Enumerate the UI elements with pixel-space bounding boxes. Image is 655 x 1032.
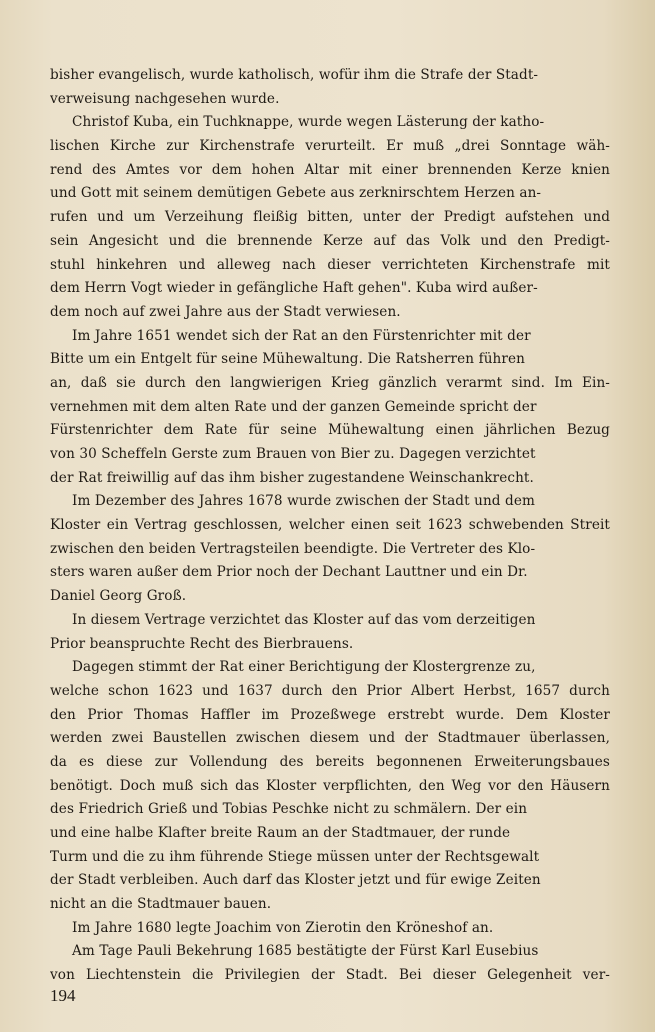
text-line: Turm und die zu ihm führende Stiege müssen unter der Rechtsgewalt <box>50 848 540 865</box>
text-line: Bitte um ein Entgelt für seine Mühewaltung. Die Ratsherren führen <box>50 351 526 368</box>
text-line: Im Jahre 1680 legte Joachim von Zierotin den Kröneshof an. <box>72 919 494 936</box>
text-line: Im Jahre 1651 wendet sich der Rat an den Fürstenrichter mit der <box>72 327 531 344</box>
text-line: da es diese zur Vollendung des bereits begonnenen Erweiterungsbaues <box>50 753 610 770</box>
text-line: an, daß sie durch den langwierigen Krieg gänzlich verarmt sind. Im Ein- <box>50 374 610 391</box>
text-line: sters waren außer dem Prior noch der Dechant Lauttner und ein Dr. <box>50 564 528 581</box>
text-line: rufen und um Verzeihung fleißig bitten, unter der Predigt aufstehen und <box>50 209 610 226</box>
text-line: den Prior Thomas Haffler im Prozeßwege erstrebt wurde. Dem Kloster <box>50 706 610 723</box>
text-line: dem noch auf zwei Jahre aus der Stadt verwiesen. <box>50 303 401 320</box>
text-line: Dagegen stimmt der Rat einer Berichtigung der Klostergrenze zu, <box>72 659 536 676</box>
text-line: vernehmen mit dem alten Rate und der ganzen Gemeinde spricht der <box>50 398 537 415</box>
text-line: In diesem Vertrage verzichtet das Kloster auf das vom derzeitigen <box>72 611 536 628</box>
text-line: benötigt. Doch muß sich das Kloster verpflichten, den Weg vor den Häusern <box>50 777 610 794</box>
text-line: des Friedrich Grieß und Tobias Peschke nicht zu schmälern. Der ein <box>50 801 528 818</box>
text-line: werden zwei Baustellen zwischen diesem und der Stadtmauer überlassen, <box>50 730 610 747</box>
text-line: rend des Amtes vor dem hohen Altar mit einer brennenden Kerze knien <box>50 161 610 178</box>
text-line: stuhl hinkehren und alleweg nach dieser verrichteten Kirchenstrafe mit <box>50 256 610 273</box>
text-line: Am Tage Pauli Bekehrung 1685 bestätigte der Fürst Karl Eusebius <box>72 943 539 960</box>
body-text <box>50 64 610 988</box>
text-line: lischen Kirche zur Kirchenstrafe verurteilt. Er muß „drei Sonntage wäh- <box>50 138 610 155</box>
text-line: welche schon 1623 und 1637 durch den Prior Albert Herbst, 1657 durch <box>50 682 610 699</box>
text-line: Prior beanspruchte Recht des Bierbrauens. <box>50 635 354 652</box>
text-line: Im Dezember des Jahres 1678 wurde zwischen der Stadt und dem <box>72 493 535 510</box>
text-line: der Rat freiwillig auf das ihm bisher zugestandene Weinschankrecht. <box>50 469 534 486</box>
text-line: Daniel Georg Groß. <box>50 588 187 605</box>
text-line: zwischen den beiden Vertragsteilen beendigte. Die Vertreter des Klo- <box>50 540 536 557</box>
text-line: und Gott mit seinem demütigen Gebete aus zerknirschtem Herzen an- <box>50 185 542 202</box>
text-line: verweisung nachgesehen wurde. <box>50 90 280 107</box>
text-line: von Liechtenstein die Privilegien der Stadt. Bei dieser Gelegenheit ver- <box>50 967 610 984</box>
text-line: sein Angesicht und die brennende Kerze auf das Volk und den Predigt- <box>50 232 610 249</box>
text-line: der Stadt verbleiben. Auch darf das Kloster jetzt und für ewige Zeiten <box>50 872 541 889</box>
text-line: und eine halbe Klafter breite Raum an der Stadtmauer, der runde <box>50 825 511 841</box>
text-line: Fürstenrichter dem Rate für seine Mühewaltung einen jährlichen Bezug <box>50 422 610 439</box>
page-number: 194 <box>50 986 76 1005</box>
text-line: nicht an die Stadtmauer bauen. <box>50 896 272 913</box>
text-line: dem Herrn Vogt wieder in gefängliche Haft gehen". Kuba wird außer- <box>50 280 538 297</box>
text-line: von 30 Scheffeln Gerste zum Brauen von Bier zu. Dagegen verzichtet <box>50 446 536 462</box>
text-line: Kloster ein Vertrag geschlossen, welcher einen seit 1623 schwebenden Streit <box>50 517 610 534</box>
text-line: bisher evangelisch, wurde katholisch, wofür ihm die Strafe der Stadt- <box>50 67 539 83</box>
text-line: Christof Kuba, ein Tuchknappe, wurde wegen Lästerung der katho- <box>72 114 545 131</box>
